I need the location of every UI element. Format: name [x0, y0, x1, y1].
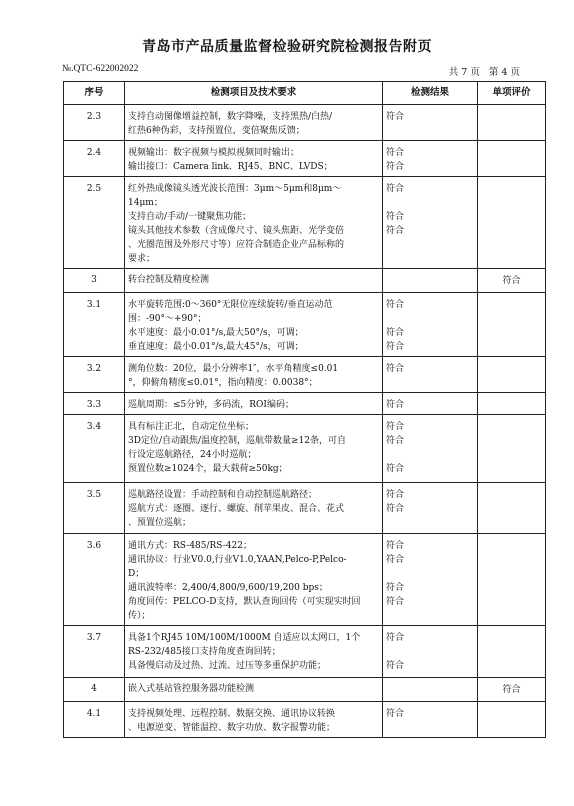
requirement-line: 要求；: [128, 254, 156, 264]
table-row: [64, 293, 546, 357]
requirement-line: 支持自动/手动/一键聚焦功能；: [128, 212, 252, 222]
item-requirements: [125, 293, 383, 357]
result-value: 符合: [386, 504, 405, 514]
rating-cell: [478, 105, 546, 141]
item-requirements: [125, 177, 383, 269]
result-cell: [383, 393, 478, 415]
item-requirements: [125, 141, 383, 177]
rating-cell: [478, 702, 546, 738]
requirement-line: 嵌入式基站管控服务器功能检测: [128, 683, 255, 694]
requirement-line: 传）；: [128, 611, 151, 621]
result-value: 符合: [386, 583, 405, 593]
row-number: 3.4: [64, 415, 125, 483]
requirement-line: 具有标注正北，自动定位坐标；: [128, 422, 255, 432]
requirement-line: 通讯方式：RS-485/RS-422；: [128, 541, 253, 551]
requirement-line: 3D定位/自动跟焦/温度控制，巡航带数量≥12条，可自: [128, 436, 347, 446]
result-cell: [383, 177, 478, 269]
requirement-line: 转台控制及精度检测: [128, 274, 210, 285]
table-row: [64, 415, 546, 483]
requirement-line: 水平速度：最小0.01°/s,最大50°/s，可调；: [128, 328, 304, 338]
table-row: [64, 177, 546, 269]
result-value: 符合: [386, 436, 405, 446]
table-row: [64, 702, 546, 738]
rating-cell: [478, 534, 546, 626]
result-value: 符合: [386, 184, 405, 194]
requirement-line: RS-232/485接口支持角度查询回转；: [128, 647, 281, 657]
requirement-line: 通讯协议：行业V0.0,行业V1.0,YAAN,Pelco-P,Pelco-: [128, 555, 347, 565]
result-cell: [383, 678, 478, 702]
column-header-rating: 单项评价: [478, 82, 546, 105]
row-number: 4.1: [64, 702, 125, 738]
result-value: 符合: [386, 364, 405, 374]
requirement-line: 水平旋转范围:0～360°无限位连续旋转/垂直运动范: [128, 300, 333, 310]
table-header-row: [64, 82, 546, 105]
rating-cell: 符合: [478, 269, 546, 293]
result-value: 符合: [386, 328, 405, 338]
result-value: 符合: [386, 148, 405, 158]
result-value: 符合: [386, 212, 405, 222]
result-value: [386, 312, 474, 326]
row-number: 3.6: [64, 534, 125, 626]
result-cell: [383, 626, 478, 678]
section-row: [64, 269, 546, 293]
item-requirements: [125, 357, 383, 393]
requirement-line: °，仰俯角精度≤0.01°，指向精度：0.0038°；: [128, 378, 318, 388]
requirement-line: 支持视频处理、远程控制、数据交换、通讯协议转换: [128, 709, 336, 719]
result-value: 符合: [386, 541, 405, 551]
item-requirements: [125, 415, 383, 483]
inspection-table: [63, 81, 546, 738]
requirement-line: 巡航方式：逐圈、逐行、螺旋、削苹果皮、混合、花式: [128, 504, 345, 514]
item-requirements: [125, 483, 383, 534]
row-number: 4: [64, 678, 125, 702]
result-value: 符合: [386, 300, 405, 310]
column-header-no: 序号: [64, 82, 125, 105]
rating-cell: [478, 177, 546, 269]
rating-cell: [478, 357, 546, 393]
table-row: [64, 483, 546, 534]
page-title: 青岛市产品质量监督检验研究院检测报告附页: [142, 39, 432, 55]
result-value: 符合: [386, 490, 405, 500]
requirement-line: 、光圈范围及外形尺寸等）应符合制造企业产品标称的: [128, 240, 345, 250]
requirement-line: 围：-90°～+90°；: [128, 314, 207, 324]
requirement-line: 支持自动图像增益控制，数字降噪，支持黑热/白热/: [128, 112, 333, 122]
result-value: 符合: [386, 709, 405, 719]
page-current: 第 4 页: [488, 67, 520, 78]
table-row: [64, 105, 546, 141]
requirement-line: 巡航路径设置：手动控制和自动控制巡航路径；: [128, 490, 318, 500]
rating-cell: 符合: [478, 678, 546, 702]
report-number: №.QTC-622002022: [62, 64, 139, 74]
requirement-line: 镜头其他技术参数（含成像尺寸、镜头焦距、光学变倍: [128, 226, 345, 236]
requirement-line: 红热6种伪彩，支持预置位，变倍聚焦反馈；: [128, 126, 305, 136]
requirement-line: 巡航周期：≤5分钟，多码流，ROI编码；: [128, 400, 294, 410]
table-row: [64, 393, 546, 415]
result-value: 符合: [386, 597, 405, 607]
result-value: 符合: [386, 112, 405, 122]
item-requirements: [125, 105, 383, 141]
column-header-item: 检测项目及技术要求: [125, 82, 383, 105]
item-requirements: [125, 393, 383, 415]
table-row: [64, 141, 546, 177]
result-value: [386, 567, 474, 581]
row-number: 3.5: [64, 483, 125, 534]
result-value: [386, 448, 474, 462]
table-body: [64, 105, 546, 738]
requirement-line: 行设定巡航路径，24小时巡航；: [128, 450, 257, 460]
result-value: 符合: [386, 633, 405, 643]
page-indicator: [443, 64, 520, 78]
result-value: 符合: [386, 162, 405, 172]
requirement-line: 输出接口：Camera link、RJ45、BNC、LVDS；: [128, 162, 333, 172]
requirement-line: 角度回传：PELCO-D支持，默认查询回传（可实现实时回: [128, 597, 361, 607]
result-cell: [383, 293, 478, 357]
row-number: 3: [64, 269, 125, 293]
requirement-line: 、预置位巡航；: [128, 518, 192, 528]
requirement-line: 14μm；: [128, 198, 163, 208]
requirement-line: 通讯波特率：2,400/4,800/9,600/19,200 bps；: [128, 583, 328, 593]
requirement-line: 、电源逆变、智能温控、数字功放、数字报警功能；: [128, 723, 336, 733]
result-value: 符合: [386, 422, 405, 432]
result-value: [386, 645, 474, 659]
table-row: [64, 534, 546, 626]
rating-cell: [478, 483, 546, 534]
item-requirements: [125, 534, 383, 626]
result-value: 符合: [386, 226, 405, 236]
rating-cell: [478, 415, 546, 483]
requirement-line: 具备慢启动及过热、过流、过压等多重保护功能；: [128, 661, 327, 671]
row-number: 2.5: [64, 177, 125, 269]
result-cell: [383, 702, 478, 738]
row-number: 2.3: [64, 105, 125, 141]
requirement-line: 垂直速度：最小0.01°/s,最大45°/s，可调；: [128, 342, 304, 352]
row-number: 3.1: [64, 293, 125, 357]
result-value: 符合: [386, 342, 405, 352]
column-header-result: 检测结果: [383, 82, 478, 105]
row-number: 3.3: [64, 393, 125, 415]
row-number: 2.4: [64, 141, 125, 177]
rating-cell: [478, 626, 546, 678]
result-cell: [383, 269, 478, 293]
result-value: 符合: [386, 400, 405, 410]
row-number: 3.7: [64, 626, 125, 678]
requirement-line: 具备1个RJ45 10M/100M/1000M 自适应以太网口，1个: [128, 633, 361, 643]
rating-cell: [478, 393, 546, 415]
result-cell: [383, 534, 478, 626]
result-value: [386, 196, 474, 210]
item-requirements: [125, 269, 383, 293]
section-row: [64, 678, 546, 702]
result-cell: [383, 357, 478, 393]
rating-cell: [478, 293, 546, 357]
item-requirements: [125, 678, 383, 702]
result-cell: [383, 483, 478, 534]
result-cell: [383, 141, 478, 177]
result-value: 符合: [386, 661, 405, 671]
item-requirements: [125, 702, 383, 738]
result-value: 符合: [386, 555, 405, 565]
rating-cell: [478, 141, 546, 177]
requirement-line: 视频输出：数字视频与模拟视频同时输出；: [128, 148, 300, 158]
table-row: [64, 626, 546, 678]
result-value: 符合: [386, 464, 405, 474]
requirement-line: 预置位数≥1024个，最大载荷≥50kg；: [128, 464, 288, 474]
requirement-line: 红外热成像镜头透光波长范围：3μm～5μm和8μm～: [128, 184, 342, 194]
table-row: [64, 357, 546, 393]
result-cell: [383, 105, 478, 141]
item-requirements: [125, 626, 383, 678]
result-cell: [383, 415, 478, 483]
requirement-line: 测角位数：20位，最小分辨率1″，水平角精度≤0.01: [128, 364, 339, 374]
page-total: 共 7 页: [448, 67, 480, 78]
requirement-line: D；: [128, 569, 145, 579]
row-number: 3.2: [64, 357, 125, 393]
